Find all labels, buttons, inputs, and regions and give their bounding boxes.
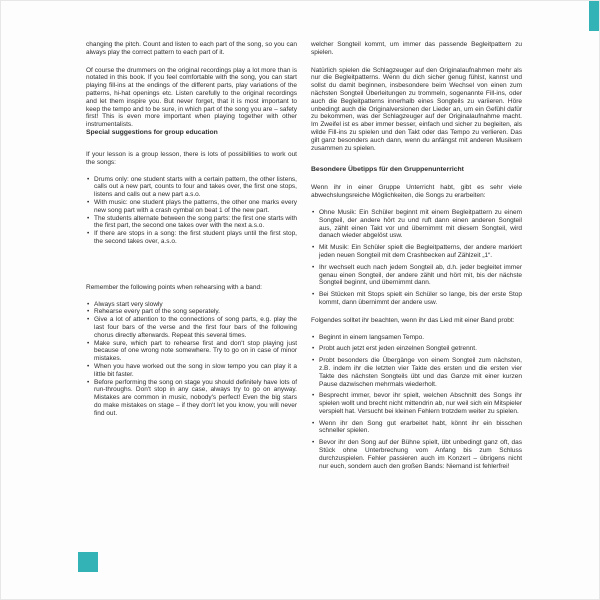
list-item: • Ihr wechselt euch nach jedem Songteil ab, d.h. jeder begleitet immer genau einen Songteil, der andere zählt und hört mit, bis der nächste Songteil beginnt, und übernimmt dann. [311, 264, 522, 287]
list-item: • Besprecht immer, bevor ihr spielt, welchen Abschnitt des Songs ihr spielen wollt und brecht nicht mittendrin ab, nur weil sich ein Mitspieler verspielt hat. Versucht bei kleinen Fehlern trotzdem weiter zu spielen. [311, 392, 522, 415]
list-item: • Ohne Musik: Ein Schüler beginnt mit einem Begleitpattern zu einem Songteil, der andere hört zu und ruft dann einen anderen Songteil aus, zählt einen Takt vor und übernimmt mit diesem Songteil, wird danach wieder abgelöst usw. [311, 209, 522, 240]
list-item: • With music: one student plays the patterns, the other one marks every new song part with a crash cymbal on beat 1 of the new part. [86, 199, 297, 215]
list-item: • Bevor ihr den Song auf der Bühne spielt, übt unbedingt ganz oft, das Stück ohne Unterbrechung vom Anfang bis zum Schluss durchzuspielen. Fehler passieren auch im Konzert – übrigens nicht nur euch, sondern auch den großen Bands: Niemand ist fehlerfrei! [311, 439, 522, 470]
intro-paragraph: If your lesson is a group lesson, there is lots of possibilities to work out the songs: [86, 150, 297, 166]
list-item: • Probt auch jetzt erst jeden einzelnen Songteil getrennt. [311, 345, 522, 353]
bullet-list [311, 209, 522, 307]
list-item: • Rehearse every part of the song seperately. [86, 308, 297, 316]
remember-paragraph: Remember the following points when rehearsing with a band: [86, 283, 262, 291]
remember-paragraph: Folgendes solltet ihr beachten, wenn ihr das Lied mit einer Band probt: [311, 316, 515, 324]
paragraph-continuation: changing the pitch. Count and listen to each part of the song, so you can always play the correct pattern to each part of it. [86, 41, 297, 56]
english-column [86, 41, 297, 417]
german-column [311, 41, 522, 470]
list-item: • Before performing the song on stage you should definitely have lots of run-throughs. Don't stop in any case, always try to go on anyway. Mistakes are common in music, nobody's perfect! Even the big stars do make mistakes on stage – if they don't let you know, you will never find out. [86, 379, 297, 418]
list-item: • When you have worked out the song in slow tempo you can play it a little bit faster. [86, 363, 297, 379]
list-item: • Mit Musik: Ein Schüler spielt die Begleitpatterns, der andere markiert jeden neuen Songteil mit dem Crashbecken auf Zählzeit „1“. [311, 244, 522, 260]
list-item: • Wenn ihr den Song gut erarbeitet habt, könnt ihr ein bisschen schneller spielen. [311, 420, 522, 436]
paragraph: Of course the drummers on the original recordings play a lot more than is notated in this book. If you feel comfortable with the song, you can start playing fill-ins at the endings of the different parts, play variations of the patterns, hi-hat openings etc. Listen carefully to the original recordings and let them inspire you. But never forget, that it is most important to keep the tempo and to be sure, in which part of the song you are – safety first! This is even more important when playing together with other instrumentalists. [86, 66, 297, 129]
list-item: • Make sure, which part to rehearse first and don't stop playing just because of one wrong note somewhere. Try to go on in case of minor mistakes. [86, 340, 297, 363]
section-heading: Besondere Übetipps für den Gruppenunterricht [311, 166, 464, 174]
list-item: • Drums only: one student starts with a certain pattern, the other listens, calls out a new part, counts to four and takes over, the first one stops, listens and calls out a new part a.s.o. [86, 176, 297, 199]
page-edge-tab-marker [589, 1, 599, 31]
page-marker-square [78, 552, 98, 572]
list-item: • Beginnt in einem langsamen Tempo. [311, 334, 522, 342]
list-item: • The students alternate between the song parts: the first one starts with the first part, the second one takes over with the next a.s.o. [86, 215, 297, 231]
bullet-list [86, 301, 297, 418]
list-item: • Give a lot of attention to the connections of song parts, e.g. play the last four bars of the verse and the first four bars of the following chorus directly afterwards. Repeat this several times. [86, 316, 297, 339]
list-item: • If there are stops in a song: the first student plays until the first stop, the second takes over, a.s.o. [86, 230, 297, 246]
intro-paragraph: Wenn ihr in einer Gruppe Unterricht habt, gibt es sehr viele abwechslungsreiche Möglichkeiten, die Songs zu erarbeiten: [311, 184, 522, 200]
bullet-list [86, 176, 297, 246]
list-item: • Probt besonders die Übergänge von einem Songteil zum nächsten, z.B. indem ihr die letzten vier Takte des ersten und die ersten vier Takte des nächsten Songteils übt und das Ganze mit einer kurzen Pause dazwischen mehrmals wiederholt. [311, 357, 522, 388]
section-heading: Special suggestions for group education [86, 128, 218, 136]
bullet-list [311, 334, 522, 471]
paragraph: Natürlich spielen die Schlagzeuger auf den Originalaufnahmen mehr als nur die Begleitpatterns. Wenn du dich sicher genug fühlst, kannst und sollst du damit beginnen, insbesondere beim Wechsel von einen zum nächsten Songteil Überleitungen zu trommeln, sogenannte Fill-ins, oder auch die Begleitpatterns innerhalb eines Songteils zu variieren. Höre unbedingt auch die Originalversionen der Lieder an, um ein Gefühl dafür zu bekommen, was der Schlagzeuger auf der Originalaufnahme macht. Im Zweifel ist es aber immer besser, einfach und sicher zu begleiten, als wilde Fill-ins zu spielen und den Takt oder das Tempo zu verlieren. Das gilt ganz besonders auch dann, wenn du anfängst mit anderen Musikern zusammen zu spielen. [311, 66, 522, 152]
list-item: • Always start very slowly [86, 301, 297, 309]
list-item: • Bei Stücken mit Stops spielt ein Schüler so lange, bis der erste Stop kommt, dann übernimmt der andere usw. [311, 291, 522, 307]
paragraph-continuation: welcher Songteil kommt, um immer das passende Begleitpattern zu spielen. [311, 41, 522, 56]
